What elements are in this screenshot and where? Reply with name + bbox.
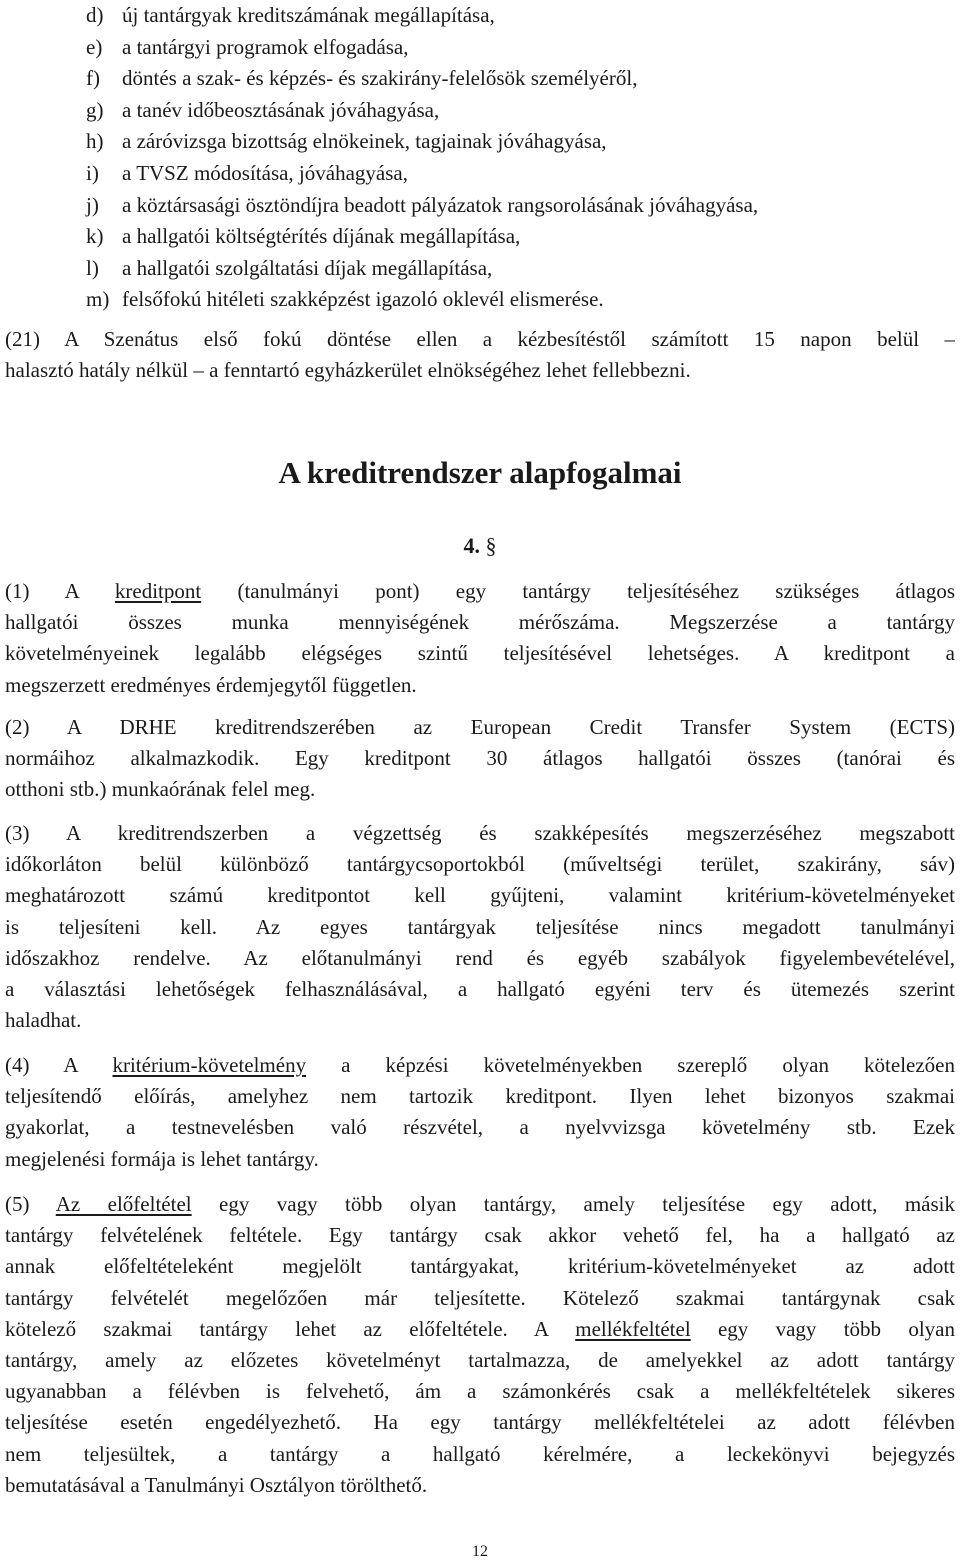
section-sign: § <box>485 533 497 558</box>
paragraph-line: tantárgy, amely az előzetes követelményt tartalmazza, de amelyekkel az adott tantárgy <box>5 1347 955 1372</box>
term-mellekfeltetel: mellékfeltétel <box>575 1316 691 1341</box>
paragraph-line: (2) A DRHE kreditrendszerében az European Credit Transfer System (ECTS) <box>5 715 955 739</box>
list-item-text: a tantárgyi programok elfogadása, <box>122 34 409 59</box>
paragraph-line: tantárgy felvételét megelőzően már teljesítette. Kötelező szakmai tantárgynak csak <box>5 1285 955 1310</box>
list-item <box>86 284 946 316</box>
paragraph-text: kötelező szakmai tantárgy lehet az előfeltétele. A <box>5 1316 576 1341</box>
section-heading: A kreditrendszer alapfogalmai <box>278 455 682 490</box>
list-item <box>86 32 946 64</box>
paragraph-line: megjelenési formája is lehet tantárgy. <box>5 1146 319 1171</box>
list-item-text: a tanév időbeosztásának jóváhagyása, <box>122 97 440 122</box>
section-number-value: 4. <box>463 533 480 558</box>
paragraph-line: annak előfeltételeként megjelölt tantárgyakat, kritérium-követelményeket az adott <box>5 1254 955 1279</box>
paragraph-line: otthoni stb.) munkaórának felel meg. <box>5 777 316 802</box>
paragraph-line: (3) A kreditrendszerben a végzettség és szakképesítés megszerzéséhez megszabott <box>5 821 955 845</box>
paragraph-line: a választási lehetőségek felhasználásával, a hallgató egyéni terv és ütemezés szerint <box>5 976 955 1001</box>
paragraph-5 <box>5 1189 955 1501</box>
paragraph-line: hallgatói összes munka mennyiségének mérőszáma. Megszerzése a tantárgy <box>5 610 955 635</box>
paragraph-text: egy vagy több olyan tantárgy, amely teljesítése egy adott, másik <box>191 1192 955 1216</box>
section-number <box>0 531 960 561</box>
paragraph-line: nem teljesültek, a tantárgy a hallgató kérelmére, a leckekönyvi bejegyzés <box>5 1441 955 1466</box>
paragraph-line: gyakorlat, a testnevelésben való részvétel, a nyelvvizsga követelmény stb. Ezek <box>5 1115 955 1140</box>
paragraph-line: haladhat. <box>5 1008 82 1033</box>
list-item <box>86 95 946 127</box>
paragraph-line <box>5 1050 955 1081</box>
list-item-marker: i) <box>86 160 99 185</box>
list-item-text: a hallgatói költségtérítés díjának megállapítása, <box>122 224 521 249</box>
paragraph-2 <box>5 712 955 806</box>
list-item-marker: h) <box>86 129 104 154</box>
paragraph-line: (21) A Szenátus első fokú döntése ellen a kézbesítéstől számított 15 napon belül – <box>5 327 955 351</box>
term-kreditpont: kreditpont <box>114 579 202 603</box>
list-item <box>86 63 946 95</box>
decision-list <box>86 0 946 316</box>
paragraph-line: meghatározott számú kreditpontot kell gyűjteni, valamint kritérium-követelményeket <box>5 883 955 908</box>
paragraph-line: is teljesíteni kell. Az egyes tantárgyak teljesítése nincs megadott tanulmányi <box>5 914 955 939</box>
paragraph-1 <box>5 576 955 701</box>
list-item <box>86 190 946 222</box>
paragraph-line: bemutatásával a Tanulmányi Osztályon törölthető. <box>5 1472 428 1497</box>
paragraph-line <box>5 1189 955 1220</box>
paragraph-line: normáihoz alkalmazkodik. Egy kreditpont 30 átlagos hallgatói összes (tanórai és <box>5 746 955 771</box>
list-item <box>86 158 946 190</box>
paragraph-text: (tanulmányi pont) egy tantárgy teljesítéséhez szükséges átlagos <box>201 579 955 603</box>
list-item-text: döntés a szak- és képzés- és szakirány-felelősök személyéről, <box>122 66 638 91</box>
paragraph-line: követelményeinek legalább elégséges szintű teljesítésével lehetséges. A kreditpont a <box>5 641 955 666</box>
paragraph-line: megszerzett eredményes érdemjegytől független. <box>5 672 417 697</box>
paragraph-line: teljesítése esetén engedélyezhető. Ha egy tantárgy mellékfeltételei az adott félévben <box>5 1410 955 1435</box>
list-item-text: felsőfokú hitéleti szakképzést igazoló oklevél elismerése. <box>122 287 604 312</box>
paragraph-text: (4) A <box>5 1053 113 1077</box>
list-item-marker: j) <box>86 192 99 217</box>
list-item <box>86 126 946 158</box>
paragraph-text: (5) <box>5 1192 56 1216</box>
list-item-text: a TVSZ módosítása, jóváhagyása, <box>122 160 408 185</box>
paragraph-text: a képzési követelményekben szereplő olyan kötelezően <box>306 1053 955 1077</box>
list-item-text: új tantárgyak kreditszámának megállapítása, <box>122 3 495 27</box>
paragraph-line: időkorláton belül különböző tantárgycsoportokból (műveltségi terület, szakirány, sáv) <box>5 852 955 877</box>
paragraph-text: egy vagy több olyan <box>690 1316 955 1341</box>
list-item <box>86 221 946 253</box>
paragraph-line: halasztó hatály nélkül – a fenntartó egyházkerület elnökségéhez lehet fellebbezni. <box>5 358 691 383</box>
paragraph-4 <box>5 1050 955 1175</box>
list-item-marker: m) <box>86 287 110 312</box>
term-elofeltetel: Az előfeltétel <box>55 1192 192 1216</box>
paragraph-line: teljesítendő előírás, amelyhez nem tartozik kreditpont. Ilyen lehet bizonyos szakmai <box>5 1084 955 1109</box>
list-item-text: a hallgatói szolgáltatási díjak megállapítása, <box>122 255 493 280</box>
term-kriterium-kovetelmeny: kritérium-követelmény <box>112 1053 307 1077</box>
paragraph-text: (1) A <box>5 579 115 603</box>
list-item-marker: k) <box>86 224 104 249</box>
list-item-text: a záróvizsga bizottság elnökeinek, tagjainak jóváhagyása, <box>122 129 607 154</box>
list-item-marker: f) <box>86 66 100 91</box>
paragraph-line <box>5 1314 955 1345</box>
list-item <box>86 0 946 32</box>
paragraph-line: ugyanabban a félévben is felvehető, ám a számonkérés csak a mellékfeltételek sikeres <box>5 1379 955 1404</box>
list-item-marker: l) <box>86 255 99 280</box>
paragraph-21 <box>5 324 955 386</box>
paragraph-line: időszakhoz rendelve. Az előtanulmányi rend és egyéb szabályok figyelembevételével, <box>5 945 955 970</box>
page-number: 12 <box>472 1543 488 1560</box>
list-item <box>86 253 946 285</box>
list-item-text: a köztársasági ösztöndíjra beadott pályázatok rangsorolásának jóváhagyása, <box>122 192 759 217</box>
list-item-marker: d) <box>86 3 104 27</box>
paragraph-line: tantárgy felvételének feltétele. Egy tantárgy csak akkor vehető fel, ha a hallgató az <box>5 1223 955 1248</box>
list-item-marker: e) <box>86 34 103 59</box>
paragraph-line <box>5 576 955 607</box>
paragraph-3 <box>5 818 955 1036</box>
list-item-marker: g) <box>86 97 104 122</box>
